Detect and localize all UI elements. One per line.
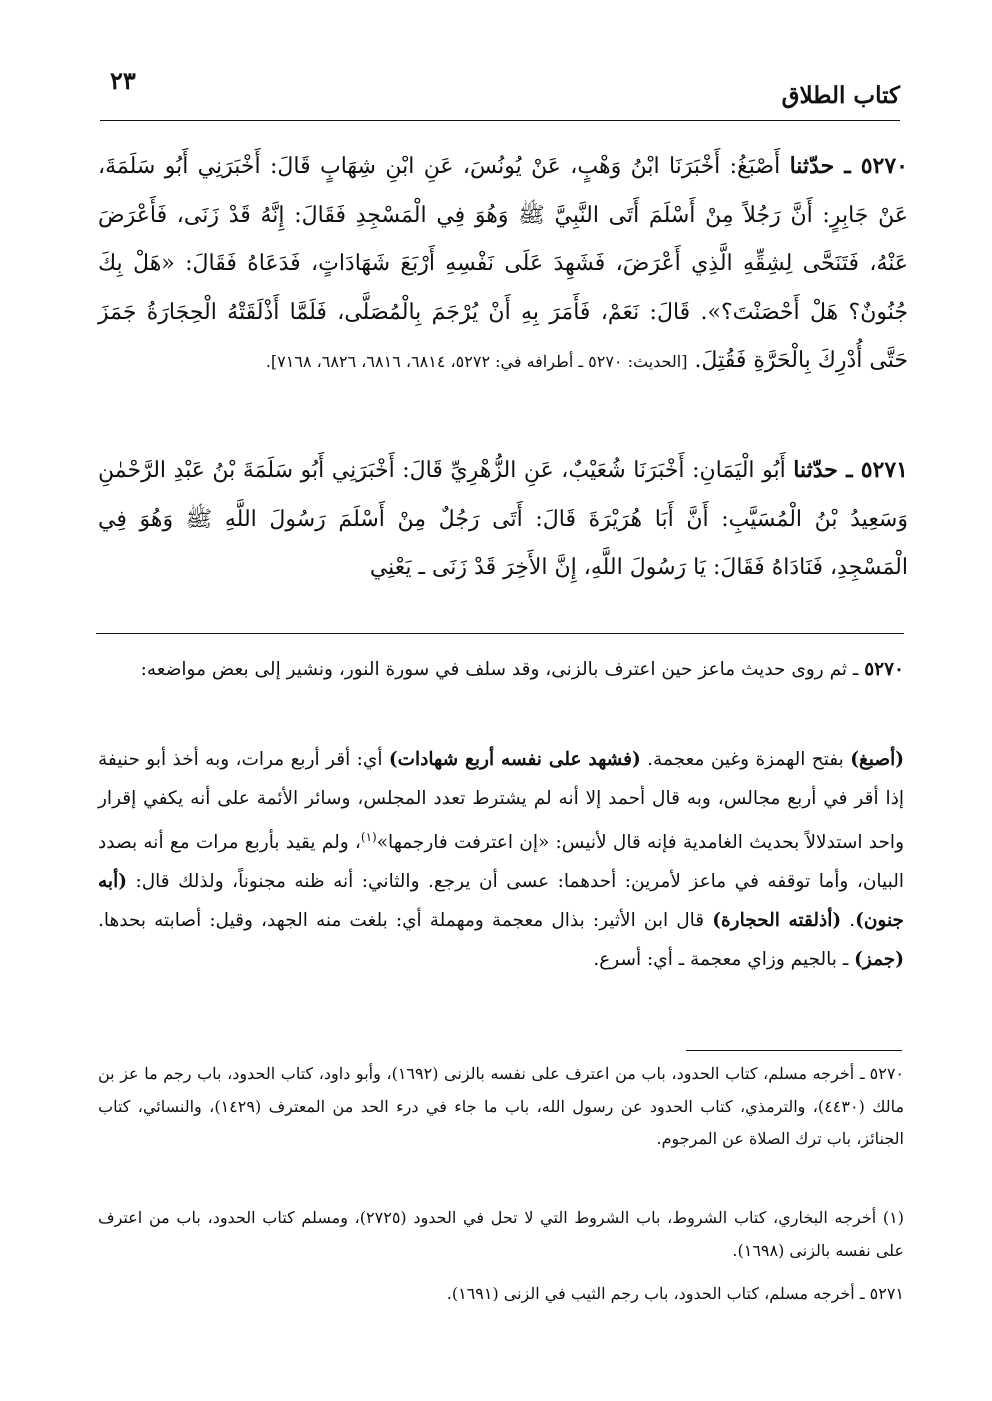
page-number: ٢٣ <box>110 66 136 95</box>
commentary-text: . <box>849 910 856 932</box>
footnote-1 <box>98 1202 904 1267</box>
commentary-text: بفتح الهمزة وغين معجمة. <box>647 749 844 770</box>
commentary-term: (فشهد على نفسه أربع شهادات) <box>388 749 641 770</box>
hadith-number: ٥٢٧١ <box>860 457 908 483</box>
commentary-text: ـ بالجيم وزاي معجمة ـ أي: أسرع. <box>593 949 849 971</box>
hadith-5270: ٥٢٧٠ ـ حدّثنا أَصْبَغُ: أَخْبَرَنَا ابْنُ وَهْبٍ، عَنْ يُونُسَ، عَنِ ابْنِ شِهَابٍ قَالَ: أَخْبَرَنِي أَبُو سَلَمَةَ، عَنْ جَابِرٍ: أَنَّ رَجُلاً مِنْ أَسْلَمَ أَتَى النَّبِيَّ ﷺ وَهُوَ فِي الْمَسْجِدِ فَقَالَ: إِنَّهُ قَدْ زَنَى، فَأَعْرَضَ عَنْهُ، فَتَنَحَّى لِشِقِّهِ الَّذِي أَعْرَضَ، فَشَهِدَ عَلَى نَفْسِهِ أَرْبَعَ شَهَادَاتٍ، فَدَعَاهُ فَقَالَ: «هَلْ بِكَ جُنُونٌ؟ هَلْ أَحْصَنْتَ؟». قَالَ: نَعَمْ، فَأَمَرَ بِهِ أَنْ يُرْجَمَ بِالْمُصَلَّى، فَلَمَّا أَذْلَقَتْهُ الْحِجَارَةُ جَمَزَ حَتَّى أُدْرِكَ بِالْحَرَّةِ فَقُتِلَ. [الحديث: ٥٢٧٠ ـ أطرافه في: ٥٢٧٢، ٦٨١٤، ٦٨١٦، ٦٨٢٦، ٧١٦٨]. <box>98 153 908 373</box>
hadith-number: ٥٢٧٠ <box>860 153 908 179</box>
commentary-text: ، ولم يقيد بأربع مرات مع أنه بصدد البيان، وأما توقفه في ماعز لأمرين: أحدهما: عسى أن يرجع. والثاني: أنه ظنه مجنوناً، ولذلك قال: <box>98 832 904 893</box>
hadith-5271: ٥٢٧١ ـ حدّثنا أَبُو الْيَمَانِ: أَخْبَرَنَا شُعَيْبٌ، عَنِ الزُّهْرِيِّ قَالَ: أَخْبَرَنِي أَبُو سَلَمَةَ بْنُ عَبْدِ الرَّحْمٰنِ وَسَعِيدُ بْنُ الْمُسَيَّبِ: أَنَّ أَبَا هُرَيْرَةَ قَالَ: أَتَى رَجُلٌ مِنْ أَسْلَمَ رَسُولَ اللَّهِ ﷺ وَهُوَ فِي الْمَسْجِدِ، فَنَادَاهُ فَقَالَ: يَا رَسُولَ اللَّهِ، إِنَّ الأَخِرَ قَدْ زَنَى ـ يَعْنِي <box>98 457 908 580</box>
hadith-text: أَصْبَغُ: أَخْبَرَنَا ابْنُ وَهْبٍ، عَنْ يُونُسَ، عَنِ ابْنِ شِهَابٍ قَالَ: أَخْبَرَنِي أَبُو سَلَمَةَ، عَنْ جَابِرٍ: أَنَّ رَجُلاً مِنْ أَسْلَمَ أَتَى النَّبِيَّ ﷺ وَهُوَ فِي الْمَسْجِدِ فَقَالَ: إِنَّهُ قَدْ زَنَى، فَأَعْرَضَ عَنْهُ، فَتَنَحَّى لِشِقِّهِ الَّذِي أَعْرَضَ، فَشَهِدَ عَلَى نَفْسِهِ أَرْبَعَ شَهَادَاتٍ، فَدَعَاهُ فَقَالَ: «هَلْ بِكَ جُنُونٌ؟ هَلْ أَحْصَنْتَ؟». قَالَ: نَعَمْ، فَأَمَرَ بِهِ أَنْ يُرْجَمَ بِالْمُصَلَّى، فَلَمَّا أَذْلَقَتْهُ الْحِجَارَةُ جَمَزَ حَتَّى أُدْرِكَ بِالْحَرَّةِ فَقُتِلَ. <box>98 154 908 373</box>
footnote-marker: (١) <box>882 1208 904 1227</box>
book-title: كتاب الطلاق <box>781 82 900 109</box>
commentary-term: (جمز) <box>854 949 904 971</box>
hadith-lead: حدّثنا <box>789 153 835 179</box>
footnote-text: أخرجه البخاري، كتاب الشروط، باب الشروط التي لا تحل في الحدود (٢٧٢٥)، ومسلم كتاب الحدود، باب من اعترف على نفسه بالزنى (١٦٩٨). <box>98 1208 904 1260</box>
footnote-text: أخرجه مسلم، كتاب الحدود، باب رجم الثيب في الزنى (١٦٩١). <box>446 1284 855 1303</box>
hadith-text: أَبُو الْيَمَانِ: أَخْبَرَنَا شُعَيْبٌ، عَنِ الزُّهْرِيِّ قَالَ: أَخْبَرَنِي أَبُو سَلَمَةَ بْنُ عَبْدِ الرَّحْمٰنِ وَسَعِيدُ بْنُ الْمُسَيَّبِ: أَنَّ أَبَا هُرَيْرَةَ قَالَ: أَتَى رَجُلٌ مِنْ أَسْلَمَ رَسُولَ اللَّهِ ﷺ وَهُوَ فِي الْمَسْجِدِ، فَنَادَاهُ فَقَالَ: يَا رَسُولَ اللَّهِ، إِنَّ الأَخِرَ قَدْ زَنَى ـ يَعْنِي <box>98 458 908 580</box>
footnote-marker: ٥٢٧١ ـ <box>859 1284 904 1303</box>
commentary-intro-text: ـ ثم روى حديث ماعز حين اعترف بالزنى، وقد سلف في سورة النور، ونشير إلى بعض مواضعه: <box>140 659 859 680</box>
footnote-marker: ٥٢٧٠ ـ <box>859 1064 904 1083</box>
footnote-divider <box>686 1050 902 1051</box>
commentary-term: (أذلقته الحجارة) <box>712 910 842 932</box>
section-divider <box>96 633 904 634</box>
hadith-lead: حدّثنا <box>793 457 838 483</box>
footnote-text: أخرجه مسلم، كتاب الحدود، باب من اعترف على نفسه بالزنى (١٦٩٢)، وأبو داود، كتاب الحدود، باب رجم ما عز بن مالك (٤٤٣٠)، والترمذي، كتاب الحدود عن رسول الله، باب ما جاء في درء الحد من المعترف (١٤٢٩)، والنسائي، كتاب الجنائز، باب ترك الصلاة عن المرجوم. <box>98 1064 905 1148</box>
commentary-number: ٥٢٧٠ <box>864 659 904 680</box>
commentary-term: (أبه جنون) <box>98 871 904 932</box>
commentary-text: أي: أقر أربع مرات، وبه أخذ أبو حنيفة إذا أقر في أربع مجالس، وبه قال أحمد إلا أنه لم يشترط تعدد المجلس، وسائر الأئمة على أنه يكفي إقرار واحد استدلالاً بحديث الغامدية فإنه قال لأنيس: «إن اعترفت فارجمها» <box>98 749 905 854</box>
footnote-5271 <box>98 1278 904 1311</box>
page-header <box>100 60 900 121</box>
hadith-takhrij: [الحديث: ٥٢٧٠ ـ أطرافه في: ٥٢٧٢، ٦٨١٤، ٦٨١٦، ٦٨٢٦، ٧١٦٨]. <box>265 352 688 371</box>
commentary-intro <box>98 650 904 689</box>
commentary-text: قال ابن الأثير: بذال معجمة ومهملة أي: بلغت منه الجهد، وقيل: أصابته بحدها. <box>98 910 705 932</box>
footnote-marker: (١) <box>360 830 377 844</box>
commentary-term: (أصبغ) <box>850 749 904 770</box>
commentary-body <box>98 740 904 979</box>
footnote-5270 <box>98 1058 904 1156</box>
